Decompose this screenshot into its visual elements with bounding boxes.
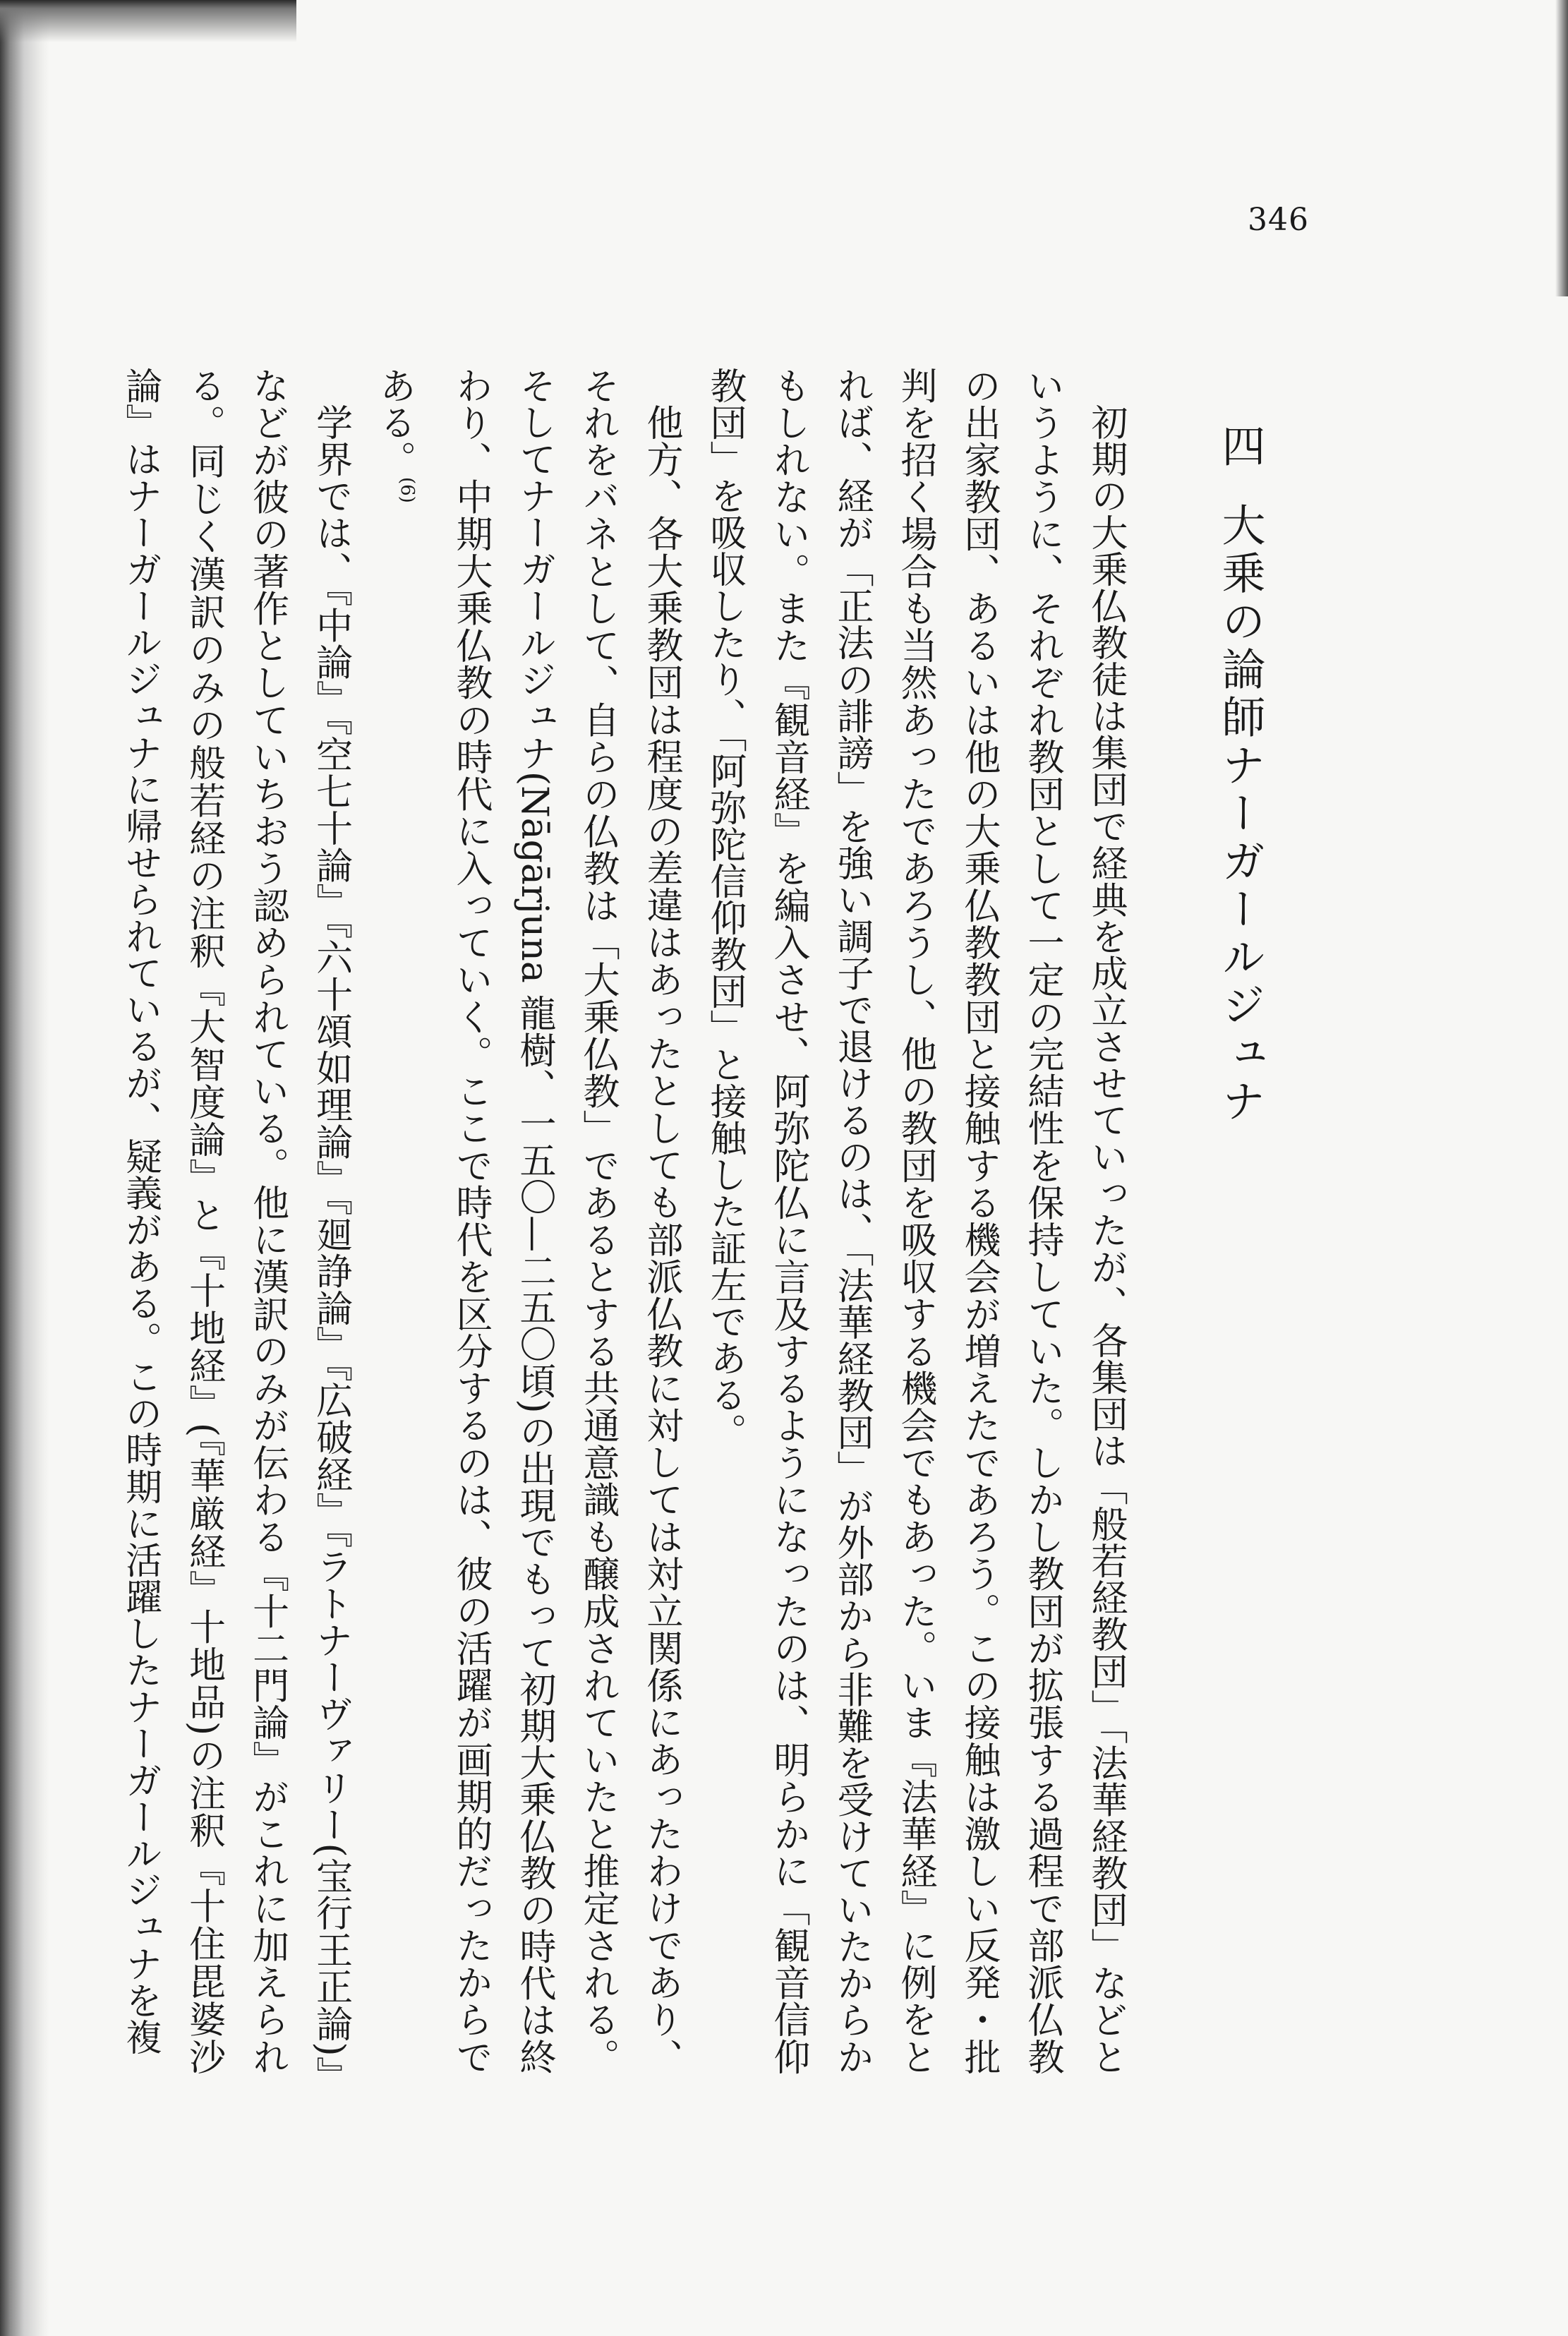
page-number: 346 [1248, 202, 1309, 238]
section-heading [1208, 423, 1272, 1126]
section-number: 四 [1214, 423, 1266, 471]
scan-shadow-top [0, 0, 296, 42]
footnote-marker: (6) [397, 477, 418, 503]
paragraph-2-text: 他方、各大乗教団は程度の差違はあったとしても部派仏教に対しては対立関係にあったわけであり、それをバネとして、自らの仏教は「大乗仏教」であるとする共通意識も醸成されていたと推定される。そしてナーガールジュナ(Nāgārjuna 龍樹、一五〇—二五〇頃)の出現でもって初期大乗仏教の時代は終わり、中期大乗仏教の時代に入っていく。ここで時代を区分するのは、彼の活躍が画期的だったからである。 [373, 367, 682, 2075]
paragraph-3: 学界では、『中論』『空七十論』『六十頌如理論』『廻諍論』『広破経』『ラトナーヴァリー(宝行王正論)』などが彼の著作としていちおう認められている。他に漢訳のみが伝わる『十二門論』がこれに加えられる。同じく漢訳のみの般若経の注釈『大智度論』と『十地経』(『華厳経』十地品)の注釈『十住毘婆沙論』はナーガールジュナに帰せられているが、疑義がある。この時期に活躍したナーガールジュナを複 [119, 367, 352, 2075]
paragraph-2 [363, 367, 693, 2075]
scan-shadow-right [1555, 0, 1568, 296]
paragraph-1: 初期の大乗仏教徒は集団で経典を成立させていったが、各集団は「般若経教団」「法華経教団」などというように、それぞれ教団として一定の完結性を保持していた。しかし教団が拡張する過程で部派仏教の出家教団、あるいは他の大乗仏教教団と接触する機会が増えたであろう。この接触は激しい反発・批判を招く場合も当然あったであろうし、他の教団を吸収する機会でもあった。いま『法華経』に例をとれば、経が「正法の誹謗」を強い調子で退けるのは、「法華経教団」が外部から非難を受けていたからかもしれない。また『観音経』を編入させ、阿弥陀仏に言及するようになったのは、明らかに「観音信仰教団」を吸収したり、「阿弥陀信仰教団」と接触した証左である。 [704, 367, 1127, 2075]
body-text [107, 367, 1138, 2075]
section-title: 大乗の論師ナーガールジュナ [1214, 502, 1266, 1126]
scan-shadow-left [0, 0, 49, 2336]
